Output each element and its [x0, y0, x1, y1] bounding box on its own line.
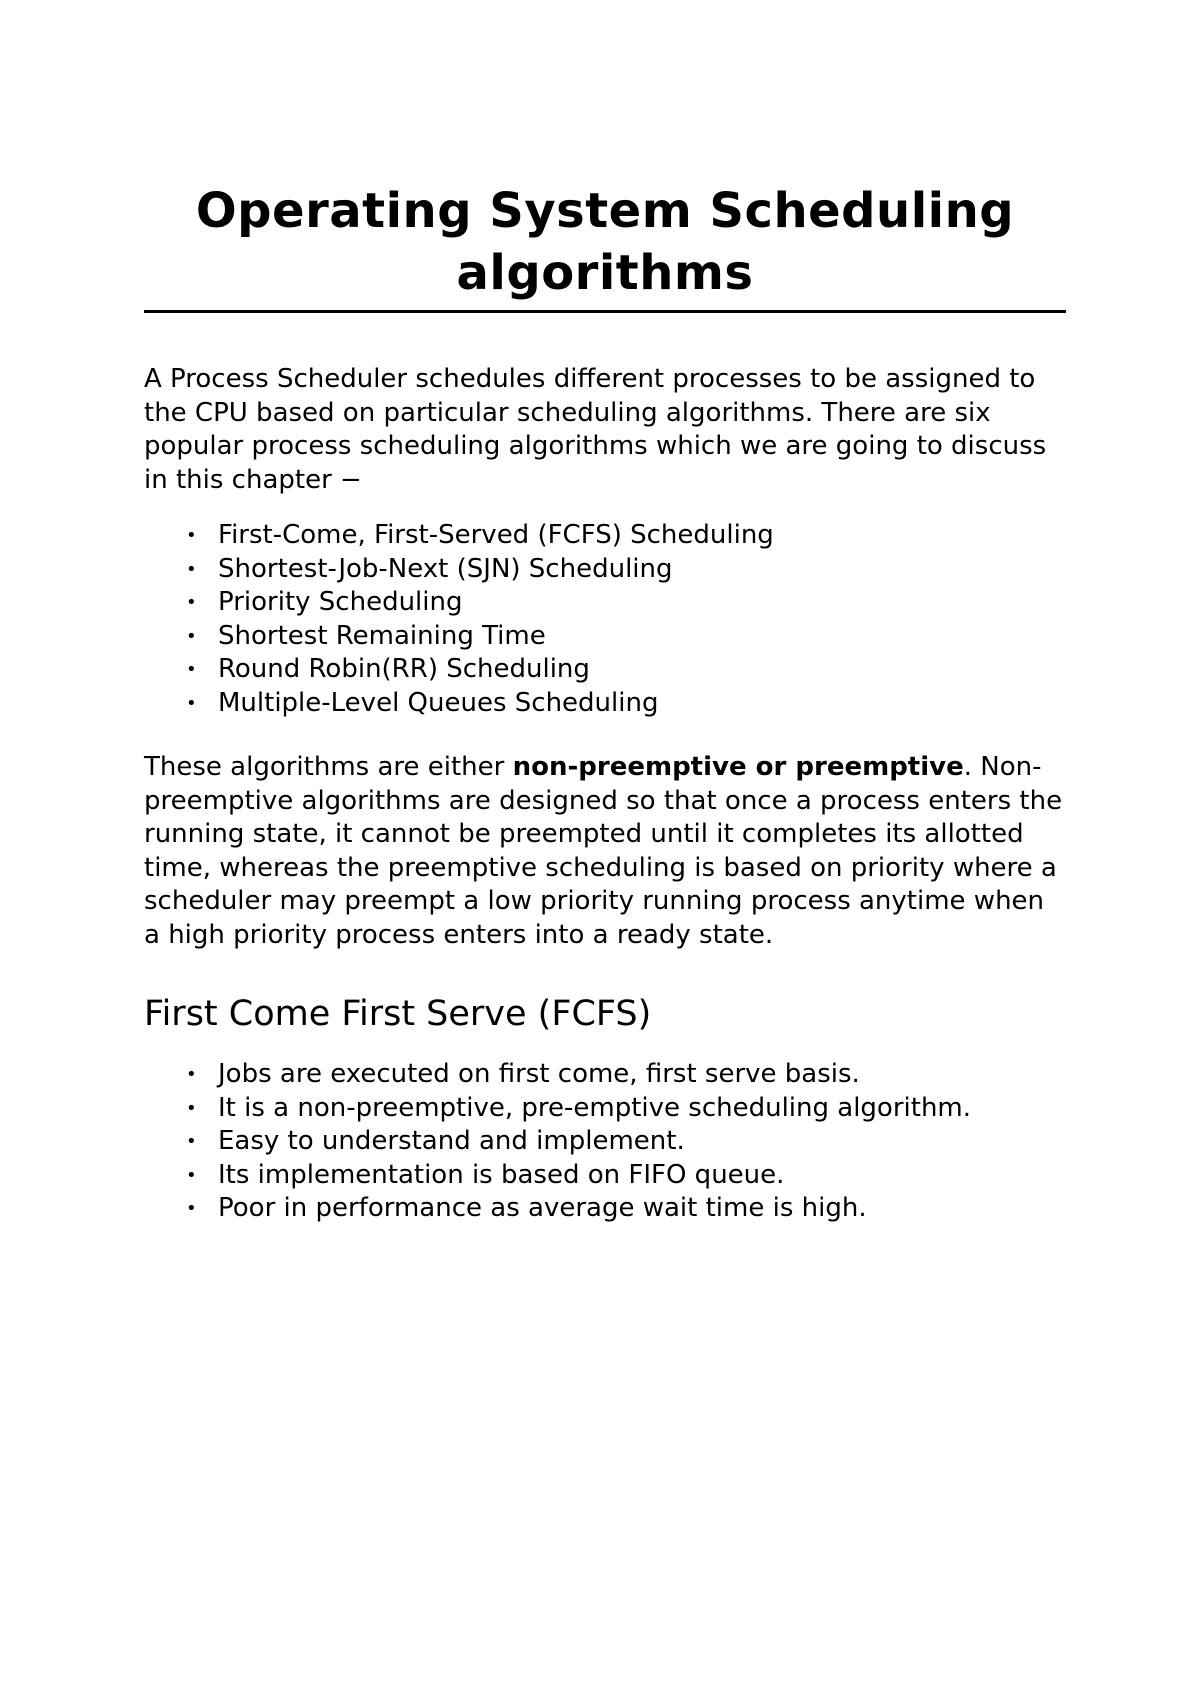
- list-item-text: First-Come, First-Served (FCFS) Scheduling: [218, 520, 774, 550]
- list-item: [144, 653, 1066, 687]
- section-heading-fcfs: First Come First Serve (FCFS): [144, 994, 652, 1034]
- paragraph-rest: . Non-preemptive algorithms are designed so that once a process enters the running state, it cannot be preempted until it completes its allotted time, whereas the preemptive scheduling is based on priority where a scheduler may preempt a low priority running process anytime when a high priority process enters into a ready state.: [144, 752, 1063, 950]
- document-page: [144, 180, 1066, 1226]
- list-item: [144, 519, 1066, 553]
- list-item-text: Easy to understand and implement.: [218, 1126, 685, 1156]
- list-item: [144, 687, 1066, 721]
- list-item-text: Shortest Remaining Time: [218, 620, 546, 651]
- list-item: [144, 1058, 1066, 1092]
- bullet-icon: •: [186, 558, 197, 580]
- paragraph-lead: These algorithms are either: [144, 752, 513, 782]
- bullet-icon: •: [186, 1064, 197, 1085]
- list-item: [144, 1125, 1066, 1159]
- list-item-text: Shortest-Job-Next (SJN) Scheduling: [218, 553, 673, 584]
- list-item-text: Jobs are executed on first come, first serve basis.: [218, 1059, 860, 1089]
- list-item: [144, 1192, 1066, 1226]
- fcfs-point-list: [144, 1058, 1066, 1226]
- bullet-icon: •: [186, 1164, 197, 1186]
- list-item-text: Its implementation is based on FIFO queue.: [218, 1159, 785, 1190]
- bullet-icon: •: [186, 1198, 197, 1219]
- bullet-icon: •: [186, 525, 197, 546]
- intro-paragraph: A Process Scheduler schedules different processes to be assigned to the CPU based on particular scheduling algorithms. There are six popular process scheduling algorithms which we are going to discuss in this chapter −: [144, 364, 1047, 495]
- list-item-text: Priority Scheduling: [218, 587, 463, 617]
- page-title: Operating System Scheduling algorithms: [144, 180, 1066, 313]
- list-item: [144, 1092, 1066, 1126]
- bullet-icon: •: [186, 592, 197, 613]
- list-item-text: Multiple-Level Queues Scheduling: [218, 687, 659, 718]
- list-item-text: It is a non-preemptive, pre-emptive scheduling algorithm.: [218, 1092, 972, 1123]
- bullet-icon: •: [186, 659, 197, 680]
- bullet-icon: •: [186, 692, 197, 714]
- preemption-paragraph: [144, 751, 1066, 952]
- paragraph-emphasis: non-preemptive or preemptive: [512, 752, 964, 782]
- list-item: [144, 620, 1066, 654]
- bullet-icon: •: [186, 625, 197, 647]
- list-item: [144, 1159, 1066, 1193]
- list-item: [144, 586, 1066, 620]
- algorithm-list: [144, 519, 1066, 720]
- list-item-text: Poor in performance as average wait time is high.: [218, 1193, 867, 1223]
- list-item: [144, 553, 1066, 587]
- bullet-icon: •: [186, 1131, 197, 1152]
- bullet-icon: •: [186, 1097, 197, 1119]
- list-item-text: Round Robin(RR) Scheduling: [218, 654, 590, 684]
